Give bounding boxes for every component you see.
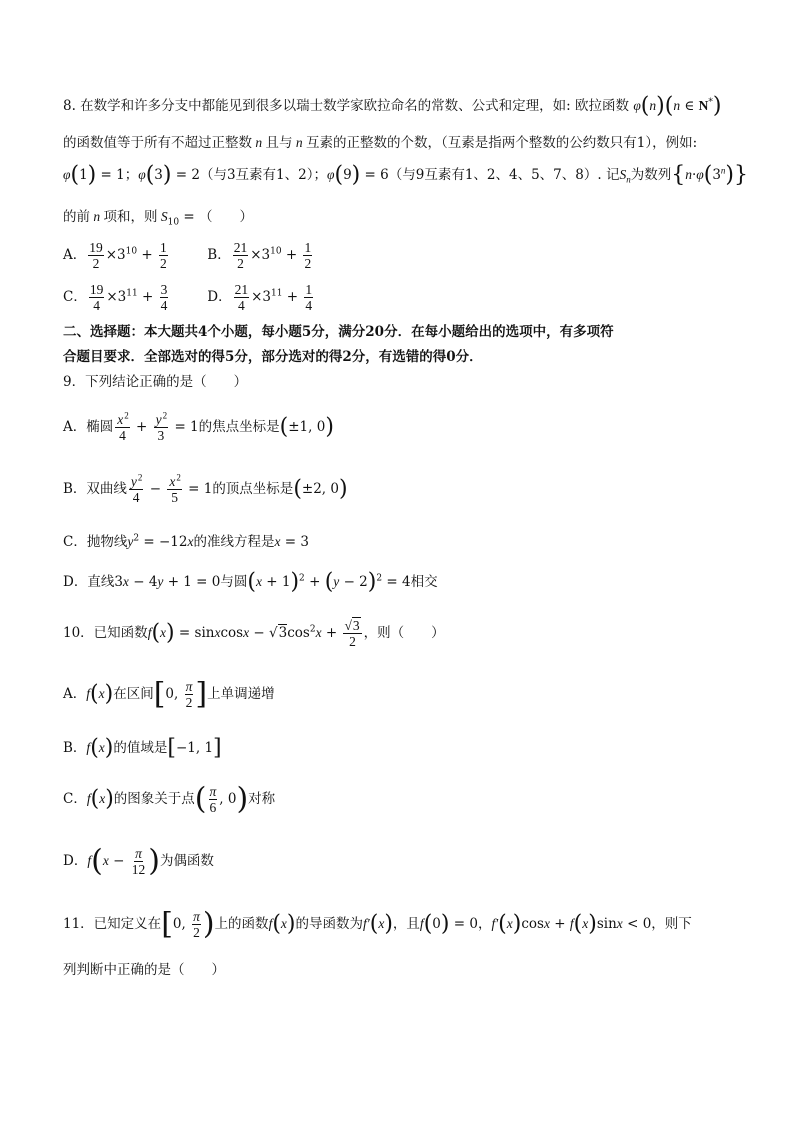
q8-options-ab	[63, 240, 347, 271]
q8-text-4b: 项和，则	[103, 209, 158, 225]
q8-text-2: 的函数值等于所有不超过正整数	[63, 135, 252, 151]
q10-option-d[interactable]: D．f(x − $\frac{\pi}{12}$ )为偶函数	[63, 843, 214, 879]
q8-text-2c: 互素的正整数的个数，（互素是指两个整数的公约数只有1），例如:	[306, 135, 698, 151]
q8-option-d[interactable]: D． $\frac{21}{4}$ $\times 3^{11}$ + $\frac{1}{4}$	[207, 282, 313, 313]
q8-line3: φ(1) = 1；φ(3) = 2（与3互素有1、2）；φ(9) = 6（与9互素有1、2、4、5、7、8）. 记$S_n$为数列$\{n\cdot\varphi(3^n)\}$	[63, 162, 748, 188]
q8-options-cd	[63, 282, 347, 313]
q9-stem: 9．下列结论正确的是（ ）	[63, 374, 248, 390]
q8-option-a[interactable]: A． $\frac{19}{2}$ $\times 3^{10}$ + $\frac{1}{2}$	[63, 240, 167, 271]
q9-option-b[interactable]: B．双曲线 $\frac{y^2}{4}$ − $\frac{x^2}{5}$ = 1的顶点坐标是(±2, 0)	[63, 472, 348, 505]
q8-text-4a: 的前	[63, 209, 90, 225]
q8-text-1: 8. 在数学和许多分支中都能见到很多以瑞士数学家欧拉命名的常数、公式和定理，如: 欧拉函数	[63, 98, 630, 114]
q9-option-c[interactable]: C．抛物线$y^2 = -12x$的准线方程是x = 3	[63, 533, 309, 550]
q11-line2: 列判断中正确的是（ ）	[63, 962, 225, 978]
q10-stem: 10．已知函数f(x) = sinxcosx − $√3\cos^2x$ + $\frac{√3}{2}$ ，则（ ）	[63, 618, 445, 649]
q10-option-b[interactable]: B．f(x)的值域是[−1, 1]	[63, 735, 222, 761]
q10-option-c[interactable]: C．f(x)的图象关于点( $\frac{\pi}{6}$ , 0)对称	[63, 781, 276, 817]
section2-line2: 合题目要求．全部选对的得5分，部分选对的得2分，有选错的得0分．	[63, 349, 483, 365]
q8-text-4c: （ ）	[198, 209, 253, 225]
q8-line2: 的函数值等于所有不超过正整数 n 且与 n 互素的正整数的个数，（互素是指两个整数的公约数只有1），例如:	[63, 135, 698, 151]
q8-line4: 的前 n 项和，则 $S_{10}$ = （ ）	[63, 209, 253, 228]
q8-text-3a: （与3互素有1、2）；	[199, 167, 327, 183]
q8-text-3b: （与9互素有1、2、4、5、7、8）. 记	[388, 167, 620, 183]
q8-option-c[interactable]: C． $\frac{19}{4}$ $\times 3^{11}$ + $\frac{3}{4}$	[63, 282, 168, 313]
q8-text-3c: 为数列	[630, 167, 672, 183]
section2-line1: 二、选择题：本大题共4个小题，每小题5分，满分20分．在每小题给出的选项中，有多项符	[63, 324, 614, 340]
q8-line1: 8. 在数学和许多分支中都能见到很多以瑞士数学家欧拉命名的常数、公式和定理，如: 欧拉函数 φ(n)(n ∈ N*)	[63, 93, 722, 119]
q9-option-d[interactable]: D．直线3x − 4y + 1 = 0与圆$(x + 1)^2 + (y - 2)^2 = 4$相交	[63, 569, 438, 595]
q11-stem: 11．已知定义在[0, $\frac{\pi}{2}$ )上的函数f(x)的导函数为f′(x)，且f(0) = 0，f′(x)cosx + f(x)sinx < 0，则下	[63, 906, 692, 942]
q8-text-2b: 且与	[265, 135, 293, 151]
q9-option-a[interactable]: A．椭圆 $\frac{x^2}{4}$ + $\frac{y^2}{3}$ = 1的焦点坐标是(±1, 0)	[63, 410, 334, 443]
q8-option-b[interactable]: B． $\frac{21}{2}$ $\times 3^{10}$ + $\frac{1}{2}$	[207, 240, 312, 271]
q10-option-a[interactable]: A．f(x)在区间[0, $\frac{\pi}{2}$ ]上单调递增	[63, 676, 275, 712]
